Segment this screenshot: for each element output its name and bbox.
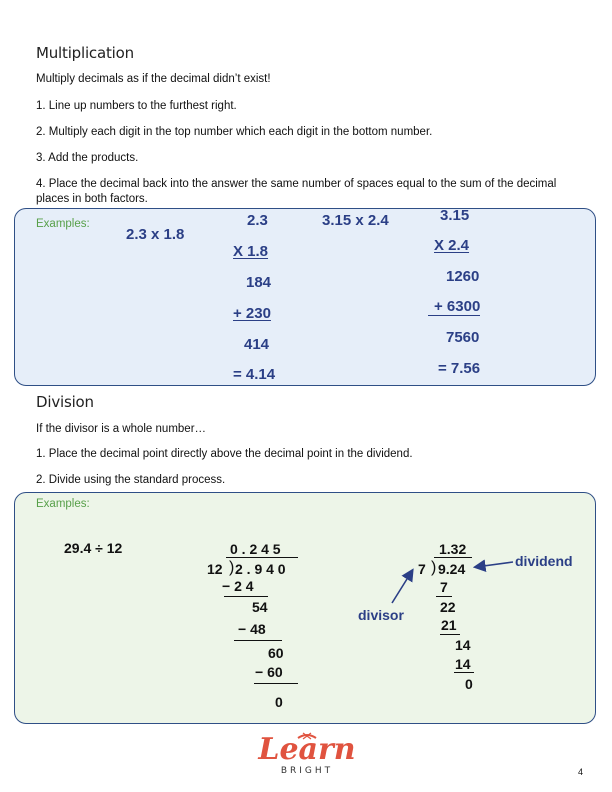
div-example2-step: 0 [465, 676, 473, 692]
dividend-arrow [476, 562, 513, 567]
division-heading: Division [36, 393, 94, 411]
division-intro: If the divisor is a whole number… [36, 423, 207, 435]
div-example1-step: − 60 [255, 664, 283, 680]
mult-example1-line: = 4.14 [233, 366, 276, 383]
div-example1-step: 0 [275, 694, 283, 710]
divisor-arrow [392, 571, 412, 603]
mult-example2-line: + 6300 [434, 298, 481, 315]
multiplication-step-2: 2. Multiply each digit in the top number which each digit in the bottom number. [36, 126, 433, 138]
multiplication-step-1: 1. Line up numbers to the furthest right. [36, 100, 237, 112]
div-example1-divisor: 12 [207, 561, 223, 577]
mult-example2-line: X 2.4 [434, 237, 470, 254]
div-example2-divisor: 7 [418, 561, 426, 577]
mult-example1-line: 184 [246, 274, 272, 291]
div-example1-problem: 29.4 ÷ 12 [64, 540, 123, 556]
mult-example1-problem: 2.3 x 1.8 [126, 226, 185, 243]
mult-example2-line: 1260 [446, 268, 480, 285]
mult-example1-line: 2.3 [247, 212, 268, 229]
division-step-1: 1. Place the decimal point directly above the decimal point in the dividend. [36, 448, 413, 460]
logo-learn-text: Learn [258, 732, 356, 767]
div-example2-step: 22 [440, 599, 456, 615]
division-examples-label: Examples: [36, 498, 90, 510]
div-example2-step: 14 [455, 656, 471, 672]
learn-bright-logo [254, 730, 360, 780]
div-example2-step: 21 [441, 617, 457, 633]
dividend-label: dividend [515, 553, 573, 569]
div-example2-quotient: 1.32 [439, 541, 467, 557]
div-example1-quotient: 0 . 2 4 5 [230, 541, 281, 557]
div-example1-step: 54 [252, 599, 268, 615]
page-number: 4 [578, 767, 584, 777]
div-example2-step: 7 [440, 579, 448, 595]
div-example2-bracket: ) [431, 559, 437, 576]
multiplication-examples-label: Examples: [36, 218, 90, 230]
mult-example2-line: 7560 [446, 329, 480, 346]
div-example1-step: − 2 4 [222, 578, 254, 594]
mult-example1-line: X 1.8 [233, 243, 269, 260]
mult-example2-line: 3.15 [440, 207, 470, 224]
div-example2-step: 14 [455, 637, 471, 653]
divisor-label: divisor [358, 607, 404, 623]
mult-example1-line: + 230 [233, 305, 271, 322]
logo-bright-text: BRIGHT [280, 766, 334, 776]
div-example1-bracket: ) [229, 559, 235, 576]
mult-example2-line: = 7.56 [438, 360, 481, 377]
division-step-2: 2. Divide using the standard process. [36, 474, 226, 486]
mult-example2-problem: 3.15 x 2.4 [322, 212, 389, 229]
div-example1-step: − 48 [238, 621, 266, 637]
multiplication-step-4: 4. Place the decimal back into the answer the same number of spaces equal to the sum of the decimal places in both factors. [36, 178, 557, 205]
multiplication-step-3: 3. Add the products. [36, 152, 139, 164]
div-example1-step: 60 [268, 645, 284, 661]
multiplication-intro: Multiply decimals as if the decimal didn’t exist! [36, 73, 271, 85]
mult-example1-line: 414 [244, 336, 270, 353]
div-example1-dividend: 2 . 9 4 0 [235, 561, 286, 577]
multiplication-heading: Multiplication [36, 44, 134, 62]
div-example2-dividend: 9.24 [438, 561, 466, 577]
